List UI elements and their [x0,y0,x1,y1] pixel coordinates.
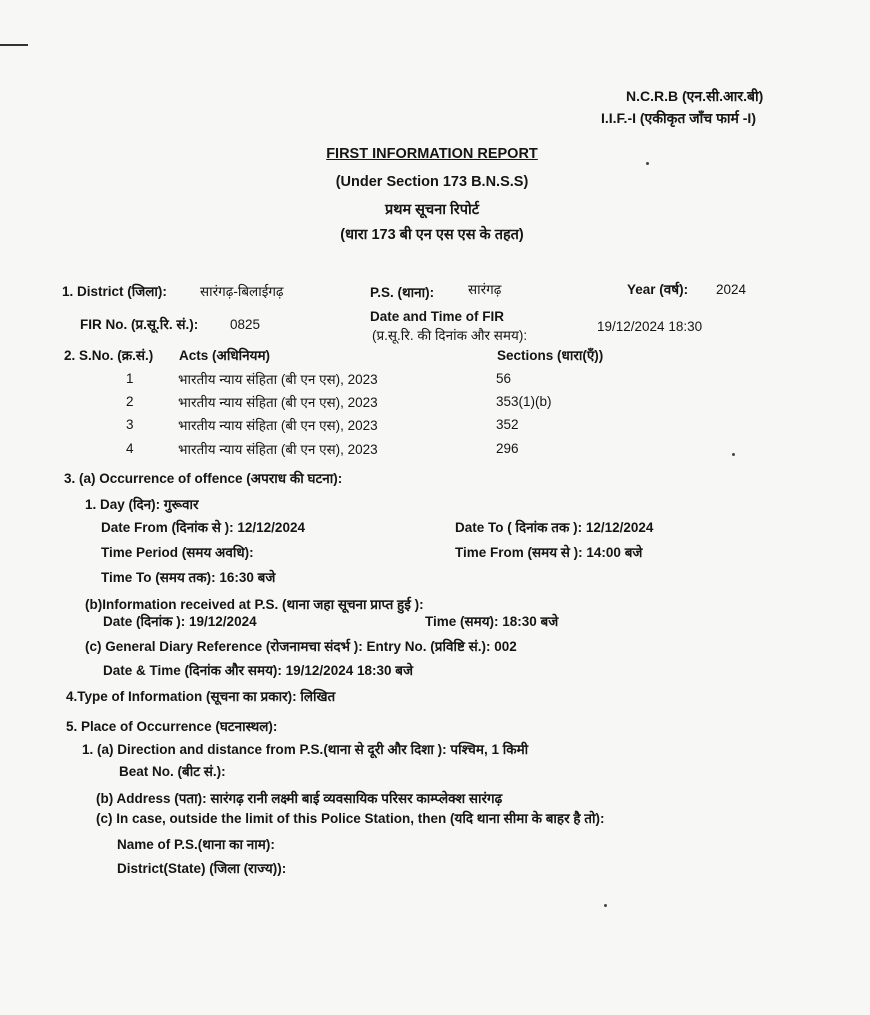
fir-datetime-label-hindi: (प्र.सू.रि. की दिनांक और समय): [372,328,528,343]
fir-number-value: 0825 [230,317,261,332]
report-title-hindi: प्रथम सूचना रिपोर्ट [384,202,480,218]
occurrence-date-to: Date To ( दिनांक तक ): 12/12/2024 [455,520,654,535]
ncrb-label: N.C.R.B (एन.सी.आर.बी) [626,88,764,104]
year-label: Year (वर्ष): [627,282,689,297]
paper-speck [732,453,735,456]
info-received-date: Date (दिनांक ): 19/12/2024 [103,614,257,629]
act-row-sno: 2 [126,394,134,409]
general-diary-reference: (c) General Diary Reference (रोजनामचा संदर्भ ): Entry No. (प्रविष्टि सं.): 002 [85,639,517,654]
report-title: FIRST INFORMATION REPORT [326,146,538,162]
occurrence-day: 1. Day (दिन): गुरूवार [85,497,199,512]
info-received-heading: (b)Information received at P.S. (थाना जहा सूचना प्राप्त हुई ): [85,597,424,612]
act-row-act: भारतीय न्याय संहिता (बी एन एस), 2023 [178,372,378,387]
place-heading: 5. Place of Occurrence (घटनास्थल): [66,719,278,734]
act-row-section: 353(1)(b) [496,394,552,409]
fir-datetime-value: 19/12/2024 18:30 [597,319,703,334]
act-row-section: 352 [496,417,519,432]
report-section-en: (Under Section 173 B.N.S.S) [335,174,529,190]
margin-mark [0,44,28,46]
direction-distance: 1. (a) Direction and distance from P.S.(थाना से दूरी और दिशा ): पश्चिम, 1 किमी [82,742,529,757]
act-row-act: भारतीय न्याय संहिता (बी एन एस), 2023 [178,418,378,433]
acts-header: Acts (अधिनियम) [179,348,271,363]
outside-ps-name: Name of P.S.(थाना का नाम): [117,837,275,852]
beat-number: Beat No. (बीट सं.): [119,764,226,779]
year-value: 2024 [716,282,747,297]
occurrence-heading: 3. (a) Occurrence of offence (अपराध की घटना): [64,471,343,486]
act-row-sno: 1 [126,371,134,386]
report-section-hindi: (धारा 173 बी एन एस एस के तहत) [340,227,524,243]
info-received-time: Time (समय): 18:30 बजे [425,614,559,629]
general-diary-datetime: Date & Time (दिनांक और समय): 19/12/2024 18:30 बजे [103,663,413,678]
district-value: सारंगढ़-बिलाईगढ़ [200,284,284,299]
act-row-section: 296 [496,441,519,456]
outside-limit: (c) In case, outside the limit of this Police Station, then (यदि थाना सीमा के बाहर है तो): [96,811,605,826]
occurrence-date-from: Date From (दिनांक से ): 12/12/2024 [101,520,305,535]
act-row-act: भारतीय न्याय संहिता (बी एन एस), 2023 [178,395,378,410]
ps-label: P.S. (थाना): [370,285,435,300]
place-address: (b) Address (पता): सारंगढ़ रानी लक्ष्मी बाई व्यवसायिक परिसर काम्प्लेक्श सारंगढ़ [96,791,503,806]
act-row-sno: 4 [126,441,134,456]
district-label: 1. District (जिला): [62,284,167,299]
act-row-act: भारतीय न्याय संहिता (बी एन एस), 2023 [178,442,378,457]
fir-number-label: FIR No. (प्र.सू.रि. सं.): [80,317,199,332]
sections-header: Sections (धारा(एँ)) [497,348,604,363]
ps-value: सारंगढ़ [468,282,502,297]
sno-header: 2. S.No. (क्र.सं.) [64,348,154,363]
iif-label: I.I.F.-I (एकीकृत जाँच फार्म -I) [601,110,756,126]
paper-speck [604,904,607,907]
occurrence-time-to: Time To (समय तक): 16:30 बजे [101,570,276,585]
paper-speck [646,162,649,165]
outside-district-state: District(State) (जिला (राज्य)): [117,861,287,876]
occurrence-time-from: Time From (समय से ): 14:00 बजे [455,545,643,560]
fir-datetime-label: Date and Time of FIR [370,309,505,324]
occurrence-time-period: Time Period (समय अवधि): [101,545,254,560]
act-row-section: 56 [496,371,512,386]
information-type: 4.Type of Information (सूचना का प्रकार): लिखित [66,689,336,704]
act-row-sno: 3 [126,417,134,432]
